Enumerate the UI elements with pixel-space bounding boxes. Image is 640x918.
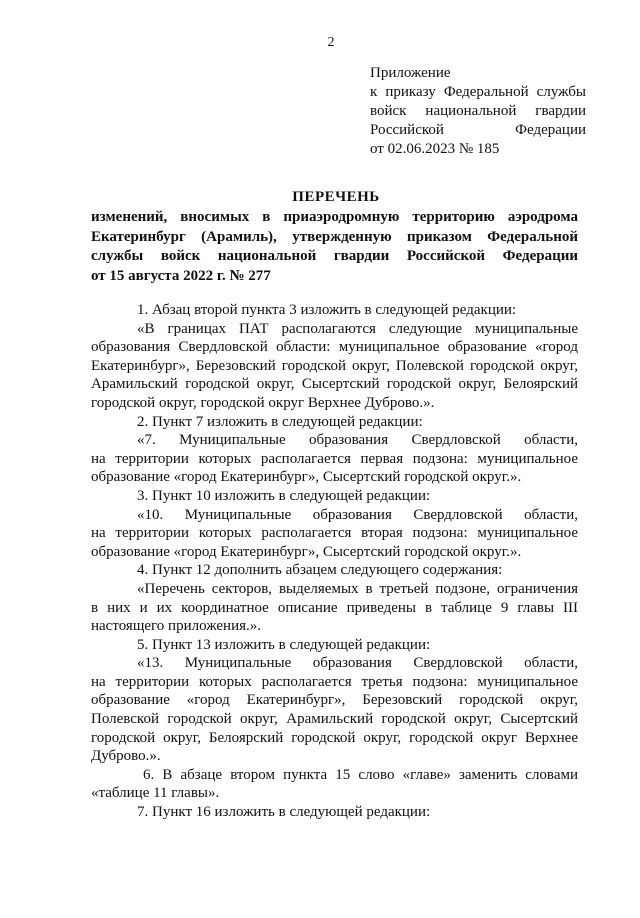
- document-title: ПЕРЕЧЕНЬ: [292, 189, 380, 205]
- body-line: городской округ, Белоярский городской округ, городской округ Верхнее: [91, 729, 578, 746]
- appendix-header: [370, 64, 586, 159]
- appendix-line: Приложение: [370, 65, 451, 81]
- body-line: Екатеринбург», Березовский городской округ, Полевской городской округ,: [91, 357, 578, 374]
- document-subtitle: [91, 208, 578, 286]
- appendix-line: от 02.06.2023 № 185: [370, 141, 500, 157]
- body-line: на территории которых располагается первая подзона: муниципальное: [91, 450, 578, 467]
- body-line: настоящего приложения.».: [91, 618, 261, 635]
- body-line: 6. В абзаце втором пункта 15 слово «главе» заменить словами: [143, 766, 578, 783]
- body-line: «13. Муниципальные образования Свердловской области,: [137, 655, 578, 672]
- subtitle-line: изменений, вносимых в приаэродромную территорию аэродрома: [91, 209, 578, 225]
- body-line: образование «город Екатеринбург», Сысертский городской округ.».: [91, 543, 522, 560]
- body-line: Полевской городской округ, Арамильский городской округ, Сысертский: [91, 711, 578, 728]
- body-line: 7. Пункт 16 изложить в следующей редакции:: [137, 804, 431, 821]
- body-line: образования Свердловской области: муниципальное образование «город: [91, 339, 578, 356]
- body-line: на территории которых располагается вторая подзона: муниципальное: [91, 525, 578, 542]
- page-number: 2: [327, 35, 335, 50]
- body-line: 5. Пункт 13 изложить в следующей редакции:: [137, 636, 431, 653]
- body-line: «Перечень секторов, выделяемых в третьей подзоне, ограничения: [137, 580, 578, 597]
- body-line: Арамильский городской округ, Сысертский городской округ, Белоярский: [91, 376, 578, 393]
- document-body: [91, 301, 578, 822]
- body-line: 3. Пункт 10 изложить в следующей редакции:: [137, 487, 431, 504]
- body-line: городской округ, городской округ Верхнее Дуброво.».: [91, 394, 435, 411]
- subtitle-line: от 15 августа 2022 г. № 277: [91, 267, 271, 284]
- appendix-line: Российской Федерации: [370, 122, 586, 138]
- body-line: «10. Муниципальные образования Свердловской области,: [137, 506, 578, 523]
- body-line: образование «город Екатеринбург», Сысертский городской округ.».: [91, 469, 522, 486]
- body-line: 2. Пункт 7 изложить в следующей редакции:: [137, 413, 423, 430]
- body-line: 4. Пункт 12 дополнить абзацем следующего содержания:: [137, 562, 503, 579]
- body-line: «7. Муниципальные образования Свердловской области,: [137, 432, 578, 449]
- body-line: «В границах ПАТ располагаются следующие муниципальные: [137, 320, 578, 337]
- body-line: образование «город Екатеринбург», Березовский городской округ,: [91, 692, 578, 709]
- body-line: Дуброво.».: [91, 748, 161, 765]
- appendix-line: войск национальной гвардии: [370, 103, 586, 119]
- body-line: в них и их координатное описание приведены в таблице 9 главы III: [91, 599, 578, 616]
- subtitle-line: Екатеринбург (Арамиль), утвержденную приказом Федеральной: [91, 228, 578, 245]
- body-line: на территории которых располагается третья подзона: муниципальное: [91, 673, 578, 690]
- body-line: 1. Абзац второй пункта 3 изложить в следующей редакции:: [137, 302, 517, 318]
- body-line: «таблице 11 главы».: [91, 785, 220, 802]
- appendix-line: к приказу Федеральной службы: [370, 84, 586, 100]
- subtitle-line: службы войск национальной гвардии Российской Федерации: [91, 248, 578, 264]
